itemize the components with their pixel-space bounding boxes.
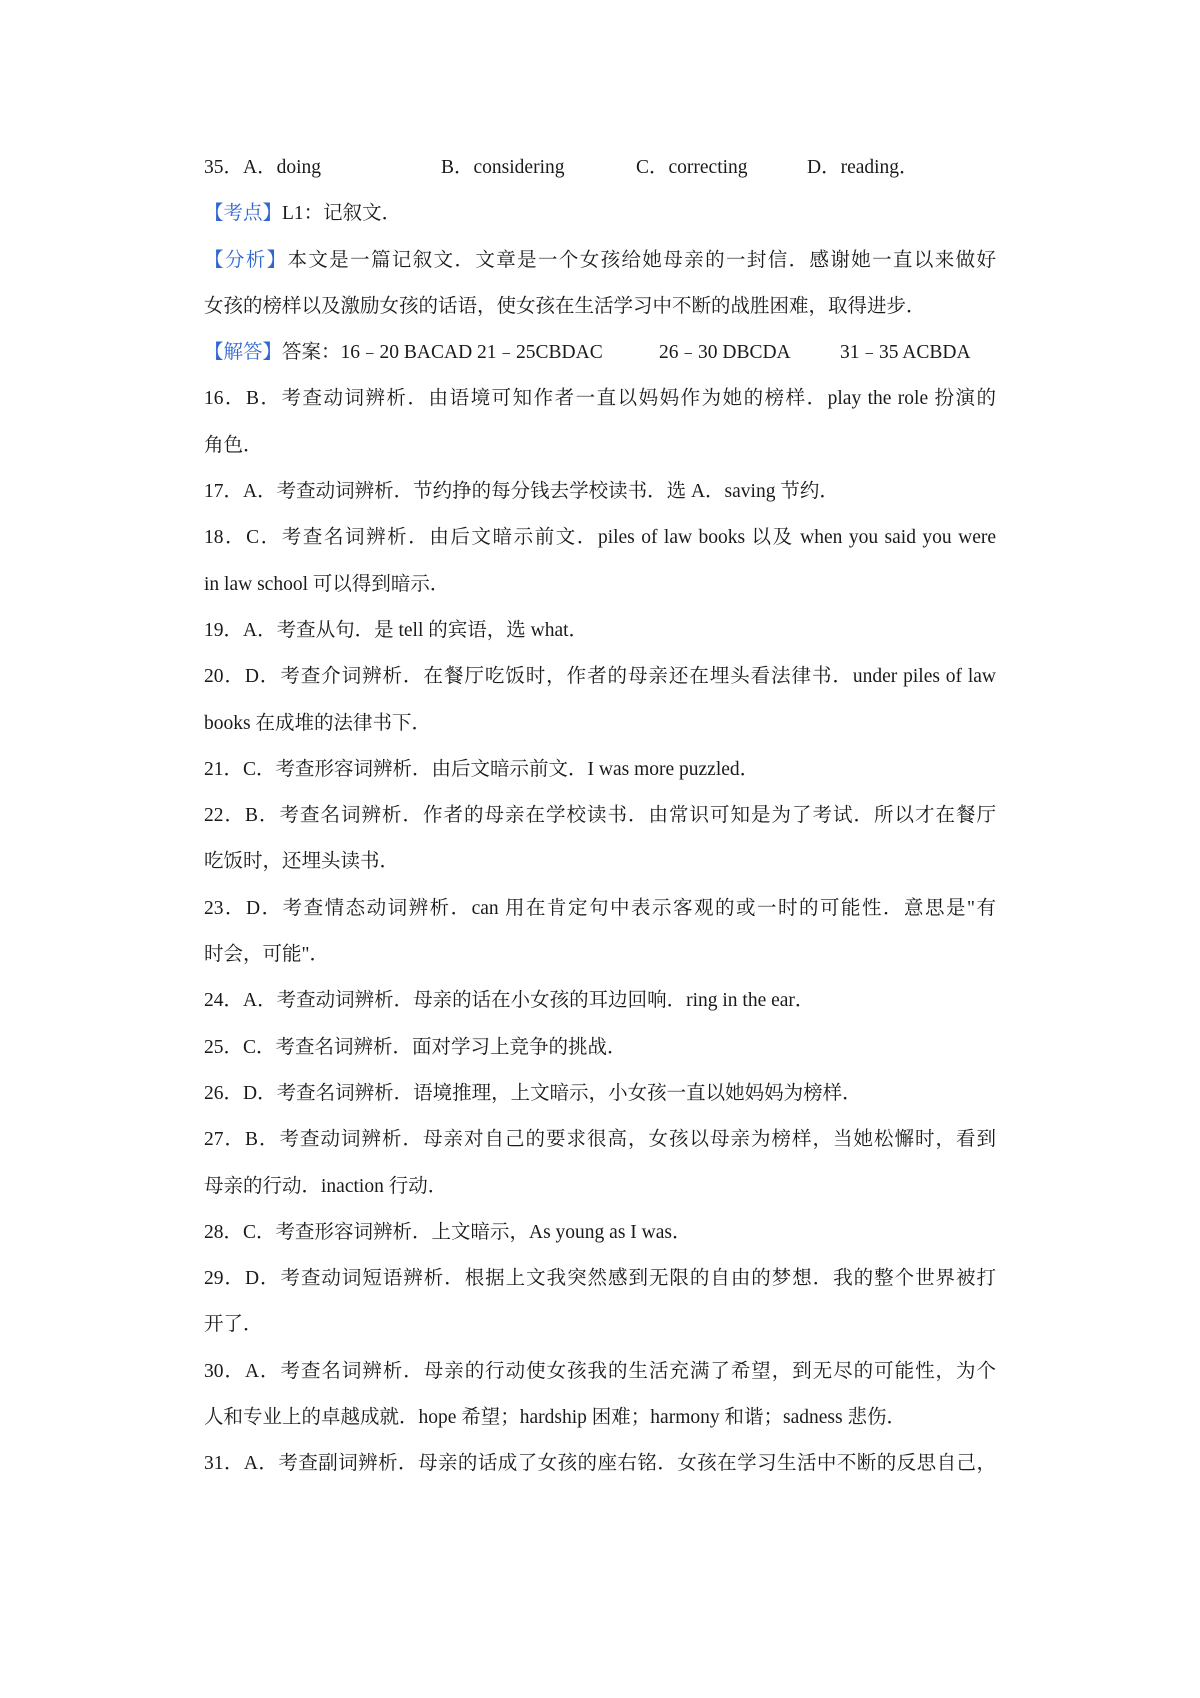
explanation-23-line-2: 时会，可能"． — [204, 944, 329, 966]
answer-explanation-body — [204, 145, 996, 1488]
explanation-20-line-1: 20．D．考查介词辨析．在餐厅吃饭时，作者的母亲还在埋头看法律书．under piles of law — [204, 666, 996, 688]
explanation-27-line-2: 母亲的行动．inaction 行动． — [204, 1175, 448, 1197]
explanation-29-line-2: 开了． — [204, 1314, 263, 1336]
explanation-16-line-1: 16．B．考查动词辨析．由语境可知作者一直以妈妈作为她的榜样．play the role 扮演的 — [204, 388, 996, 410]
explanation-22-line-1: 22．B．考查名词辨析．作者的母亲在学校读书．由常识可知是为了考试．所以才在餐厅 — [204, 805, 996, 827]
explanation-21: 21．C．考查形容词辨析．由后文暗示前文．I was more puzzled． — [204, 758, 760, 780]
explanation-20-line-2: books 在成堆的法律书下． — [204, 712, 431, 734]
fenxi-label: 【分析】 — [204, 249, 288, 271]
explanation-30-line-1: 30．A．考查名词辨析．母亲的行动使女孩我的生活充满了希望，到无尽的可能性，为个 — [204, 1360, 996, 1382]
explanation-22-line-2: 吃饭时，还埋头读书． — [204, 851, 400, 873]
explanation-27-line-1: 27．B．考查动词辨析．母亲对自己的要求很高，女孩以母亲为榜样，当她松懈时，看到 — [204, 1129, 996, 1151]
explanation-25: 25．C．考查名词辨析．面对学习上竞争的挑战． — [204, 1036, 627, 1058]
kaodian-text: L1：记叙文． — [282, 203, 402, 225]
option-d: D．reading． — [807, 157, 919, 178]
explanation-18-line-2: in law school 可以得到暗示． — [204, 573, 450, 595]
fenxi-line-1 — [204, 238, 996, 284]
question-35-number: 35． — [204, 157, 244, 178]
explanation-16-line-2: 角色． — [204, 434, 263, 456]
option-c: C．correcting — [636, 157, 748, 178]
jieda-answers-31-35: 31﹣35 ACBDA — [840, 342, 971, 364]
explanation-18-line-1: 18．C．考查名词辨析．由后文暗示前文．piles of law books 以及 when you said you were — [204, 527, 996, 549]
option-b: B．considering — [441, 157, 565, 178]
jieda-label: 【解答】 — [204, 342, 283, 364]
kaodian-section — [204, 191, 996, 237]
explanation-24: 24．A．考查动词辨析．母亲的话在小女孩的耳边回响．ring in the ear． — [204, 990, 815, 1012]
explanation-17: 17．A．考查动词辨析．节约挣的每分钱去学校读书．选 A．saving 节约． — [204, 481, 839, 503]
explanation-26: 26．D．考查名词辨析．语境推理，上文暗示，小女孩一直以她妈妈为榜样． — [204, 1082, 862, 1104]
kaodian-label: 【考点】 — [204, 203, 283, 225]
explanation-23-line-1: 23．D．考查情态动词辨析．can 用在肯定句中表示客观的或一时的可能性．意思是"有 — [204, 897, 996, 919]
question-35-options — [204, 145, 996, 191]
jieda-answers-16-25: 答案：16﹣20 BACAD 21﹣25CBDAC — [282, 342, 603, 364]
explanation-30-line-2: 人和专业上的卓越成就．hope 希望；hardship 困难；harmony 和谐；sadness 悲伤． — [204, 1407, 906, 1429]
explanation-19: 19．A．考查从句．是 tell 的宾语，选 what． — [204, 619, 589, 641]
option-a: A．doing — [243, 157, 322, 178]
explanation-31-line-1: 31．A．考查副词辨析．母亲的话成了女孩的座右铭．女孩在学习生活中不断的反思自己， — [204, 1453, 996, 1475]
explanation-28: 28．C．考查形容词辨析．上文暗示，As young as I was． — [204, 1221, 692, 1243]
explanation-29-line-1: 29．D．考查动词短语辨析．根据上文我突然感到无限的自由的梦想．我的整个世界被打 — [204, 1268, 996, 1290]
fenxi-text-1: 本文是一篇记叙文．文章是一个女孩给她母亲的一封信．感谢她一直以来做好 — [287, 249, 996, 271]
jieda-section — [204, 330, 996, 376]
fenxi-line-2: 女孩的榜样以及激励女孩的话语，使女孩在生活学习中不断的战胜困难，取得进步． — [204, 295, 926, 317]
jieda-answers-26-30: 26﹣30 DBCDA — [659, 342, 791, 364]
